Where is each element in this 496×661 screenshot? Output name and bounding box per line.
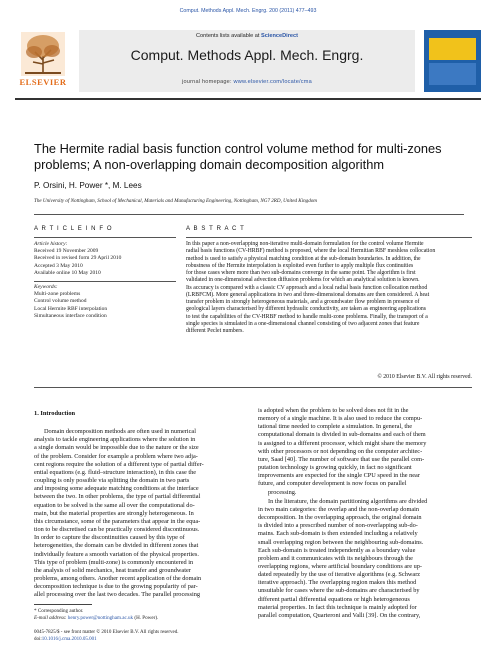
publication-identifiers — [34, 630, 334, 643]
body-line: computational domain is divided in sub-domains and each of them — [258, 431, 426, 439]
keyword-item: Control volume method — [34, 298, 87, 305]
body-line: coupling is only possible via splitting the domain in two parts — [34, 477, 190, 485]
body-line: Each sub-domain is treated independently as a boundary value — [258, 546, 416, 554]
info-heading-rule — [34, 237, 176, 238]
body-line: This type of problem (multi-zone) is commonly encountered in — [34, 558, 194, 566]
body-line: cent regions require the solution of a different type of partial differ- — [34, 460, 204, 468]
abstract-bottom-rule — [34, 387, 472, 388]
body-line: future, and computer development is now focus on parallel — [258, 480, 407, 488]
body-line: Domain decomposition methods are often used in numerical — [44, 428, 196, 436]
body-line: problem and it communicates with its neighbours through the — [258, 554, 413, 562]
sciencedirect-link[interactable]: ScienceDirect — [260, 33, 298, 39]
abstract-line: radial basis functions (CV-HRBF) method is proposed, where the local Hermitian RBF meshless collocation — [186, 248, 436, 255]
keyword-item: Multi-zone problems — [34, 291, 81, 298]
elsevier-tree-icon — [21, 32, 65, 76]
abstract-line: transfer problem in strongly heterogeneous materials, and a groundwater flow problem in presence of — [186, 299, 420, 305]
body-line: iterative approach). The overlapping region makes this method — [258, 579, 417, 587]
body-line: processing. — [268, 488, 297, 496]
body-line: is assigned to a different processor, which might share the memory — [258, 439, 427, 447]
abstract-line: validated in one-dimensional advection diffusion problems for which an analytical solution is known. — [186, 277, 420, 284]
section-heading-introduction: 1. Introduction — [34, 410, 76, 417]
body-line: equation to be solved is the same all over the computational do- — [34, 501, 195, 509]
body-line: tion to be discretised can be practically considered discontinuous. — [34, 526, 200, 534]
keyword-item: Local Hermite RBF interpolation — [34, 305, 108, 312]
body-line: of the problem. Consider for example a problem where two adja- — [34, 452, 198, 460]
body-line: unsuitable for cases where the sub-domains are characterised by — [258, 587, 420, 595]
abstract-line: robustness of the Hermite interpolation is exploited even further to apply multiple flux continuities — [186, 262, 414, 269]
body-line: decomposition technique is due to the growing popularity of par- — [34, 583, 198, 591]
body-line: In order to capture the discontinuities caused by this type of — [34, 534, 185, 542]
body-line: allel processing over the last two decades. The parallel processing — [34, 591, 200, 599]
body-line: ture, Saad [40]. The number of software that use the parallel com- — [258, 455, 425, 463]
body-line: parallel computation, Quarteroni and Valli [39]. On the contrary, — [258, 611, 421, 619]
title-line-1: The Hermite radial basis function control volume method for multi-zones — [34, 141, 442, 156]
journal-title: Comput. Methods Appl. Mech. Engrg. — [130, 47, 364, 63]
body-line: small overlapping region between the neighbouring sub-domains. — [258, 538, 424, 546]
author-email-link[interactable]: henry.power@nottingham.ac.uk — [67, 614, 134, 621]
keywords-block — [34, 284, 176, 320]
abstract-line: to test the capabilities of the CV-HRBF method to handle multi-zone problems. Finally, the transport of a — [186, 313, 428, 320]
abstract-line: method is used to satisfy a physical matching condition at the sub-domain boundaries. In addition, the — [186, 255, 421, 262]
abstract-line: single species is simulated in a one-dimensional channel consisting of two adjacent zones that feature — [186, 320, 420, 327]
keywords-heading: Keywords: — [34, 284, 58, 290]
homepage-link[interactable]: www.elsevier.com/locate/cma — [233, 79, 312, 85]
body-line: is divided into a prescribed number of non-overlapping sub-do- — [258, 522, 418, 530]
article-title — [34, 141, 464, 173]
body-line: analysis to tackle engineering applications where the solution in — [34, 436, 196, 444]
body-line: in two main categories: the overlap and the non-overlap domain — [258, 505, 420, 513]
footnote-line: * Corresponding author. — [34, 608, 84, 614]
doi-link[interactable]: 10.1016/j.cma.2010.05.001 — [41, 636, 97, 642]
abstract-line: for those cases where more than two sub-domains converge in the same point. The algorithm is first — [186, 270, 416, 276]
body-line: improvements are expected for the single CPU speed in the near — [258, 472, 420, 480]
body-line: with other processors or not depending on the computer architec- — [258, 447, 423, 455]
footnote-email-line — [34, 615, 264, 622]
abstract-line: geological layers characterised by different hydraulic conductivity, are taken as engineering applications — [186, 306, 426, 313]
email-suffix: (H. Power). — [133, 614, 159, 621]
body-line: problems, among others. Another recent application of the domain — [34, 574, 202, 582]
cover-band — [429, 63, 476, 85]
abstract-line: In this paper a non-overlapping non-iterative multi-domain formulation for the control volume Hermite — [186, 241, 424, 247]
article-info-heading: A R T I C L E I N F O — [34, 226, 113, 232]
body-line: putation technology is growing quickly, in fact no significant — [258, 464, 412, 472]
journal-masthead — [15, 30, 481, 92]
homepage-prefix: journal homepage: — [182, 79, 234, 85]
article-history — [34, 241, 176, 277]
article-authors: P. Orsini, H. Power *, M. Lees — [34, 181, 142, 190]
author-affiliation: The University of Nottingham, School of Mechanical, Materials and Manufacturing Engineering, Nottingham, NG7 2RD, United Kingdom — [34, 198, 317, 204]
body-line: memory of a single machine. It is also used to reduce the compu- — [258, 415, 423, 423]
history-accepted: Accepted 3 May 2010 — [34, 262, 83, 269]
issn-line: 0045-7825/$ - see front matter © 2010 Elsevier B.V. All rights reserved. — [34, 630, 179, 635]
title-line-2: problems; A non-overlapping domain decomposition algorithm — [34, 157, 384, 172]
footnote-rule — [34, 604, 92, 605]
journal-cover-thumbnail — [424, 30, 481, 92]
journal-header-box — [79, 30, 415, 92]
journal-citation: Comput. Methods Appl. Mech. Engrg. 200 (2011) 477–493 — [179, 8, 317, 14]
abstract-line: different Peclet numbers. — [186, 328, 244, 334]
elsevier-logo — [15, 30, 71, 92]
doi-prefix: doi: — [34, 636, 42, 642]
body-line: decomposition. In the overlapping approach, the original domain — [258, 514, 422, 522]
abstract-line: (LRBFCM). More general applications in two and three-dimensional domains are then considered. A heat — [186, 291, 430, 298]
contents-prefix: Contents lists available at — [196, 33, 261, 39]
abstract-body — [186, 241, 472, 335]
history-online: Available online 10 May 2010 — [34, 269, 101, 276]
body-line: In the literature, the domain partitioning algorithms are divided — [268, 497, 428, 505]
top-rule — [34, 214, 464, 215]
masthead-divider — [15, 98, 481, 100]
abstract-heading: A B S T R A C T — [186, 226, 245, 232]
body-line: the analysis of solid mechanics, heat transfer and groundwater — [34, 566, 191, 574]
body-line: dated repeatedly by the use of iterative algorithms (e.g. Schwarz — [258, 571, 421, 579]
body-line: this circumstance, some of the parameters that appear in the equa- — [34, 517, 201, 525]
body-line: overlapping regions, where artificial boundary conditions are up- — [258, 562, 423, 570]
corresponding-author-footnote — [34, 608, 264, 622]
doi-line — [34, 637, 334, 644]
body-line: different partial differential equations or high heterogeneous — [258, 595, 410, 603]
body-line: mains. Each sub-domain is then extended including a relatively — [258, 530, 418, 538]
keyword-item: Simultaneous interface condition — [34, 312, 107, 319]
body-line: tational time needed to complete a simulation. In general, the — [258, 423, 413, 431]
contents-availability — [79, 33, 415, 39]
body-line: individually feature a smooth variation of the physical properties. — [34, 550, 199, 558]
history-received: Received 19 November 2009 — [34, 248, 99, 255]
body-line: main, but the material properties are strongly heterogeneous. In — [34, 509, 194, 517]
history-heading: Article history: — [34, 241, 68, 247]
body-line: material properties. In fact this technique is mainly adopted for — [258, 603, 417, 611]
body-line: and imposing some adequate matching conditions at the interface — [34, 485, 199, 493]
info-divider — [34, 281, 176, 282]
intro-right-column — [258, 407, 472, 620]
body-line: is adopted when the problem to be solved does not fit in the — [258, 407, 409, 414]
elsevier-wordmark: ELSEVIER — [19, 77, 67, 87]
cover-panel — [429, 38, 476, 60]
journal-homepage — [79, 79, 415, 85]
abstract-line: Its accuracy is compared with a classic CV approach and a local radial basis function collocation method — [186, 284, 428, 291]
history-revised: Received in revised form 29 April 2010 — [34, 255, 122, 262]
abstract-copyright: © 2010 Elsevier B.V. All rights reserved. — [377, 374, 472, 380]
body-line: heterogeneities, the domain can be divided in different zones that — [34, 542, 199, 550]
body-line: a single domain would be impossible due to the nature or the size — [34, 444, 199, 452]
body-line: ential equations (e.g. fluid–structure interaction), in this case the — [34, 468, 197, 476]
abstract-heading-rule — [186, 237, 472, 238]
email-label: E-mail address: — [34, 614, 68, 621]
body-line: between the two. In other problems, the type of partial differential — [34, 493, 201, 501]
intro-left-column — [34, 410, 255, 599]
